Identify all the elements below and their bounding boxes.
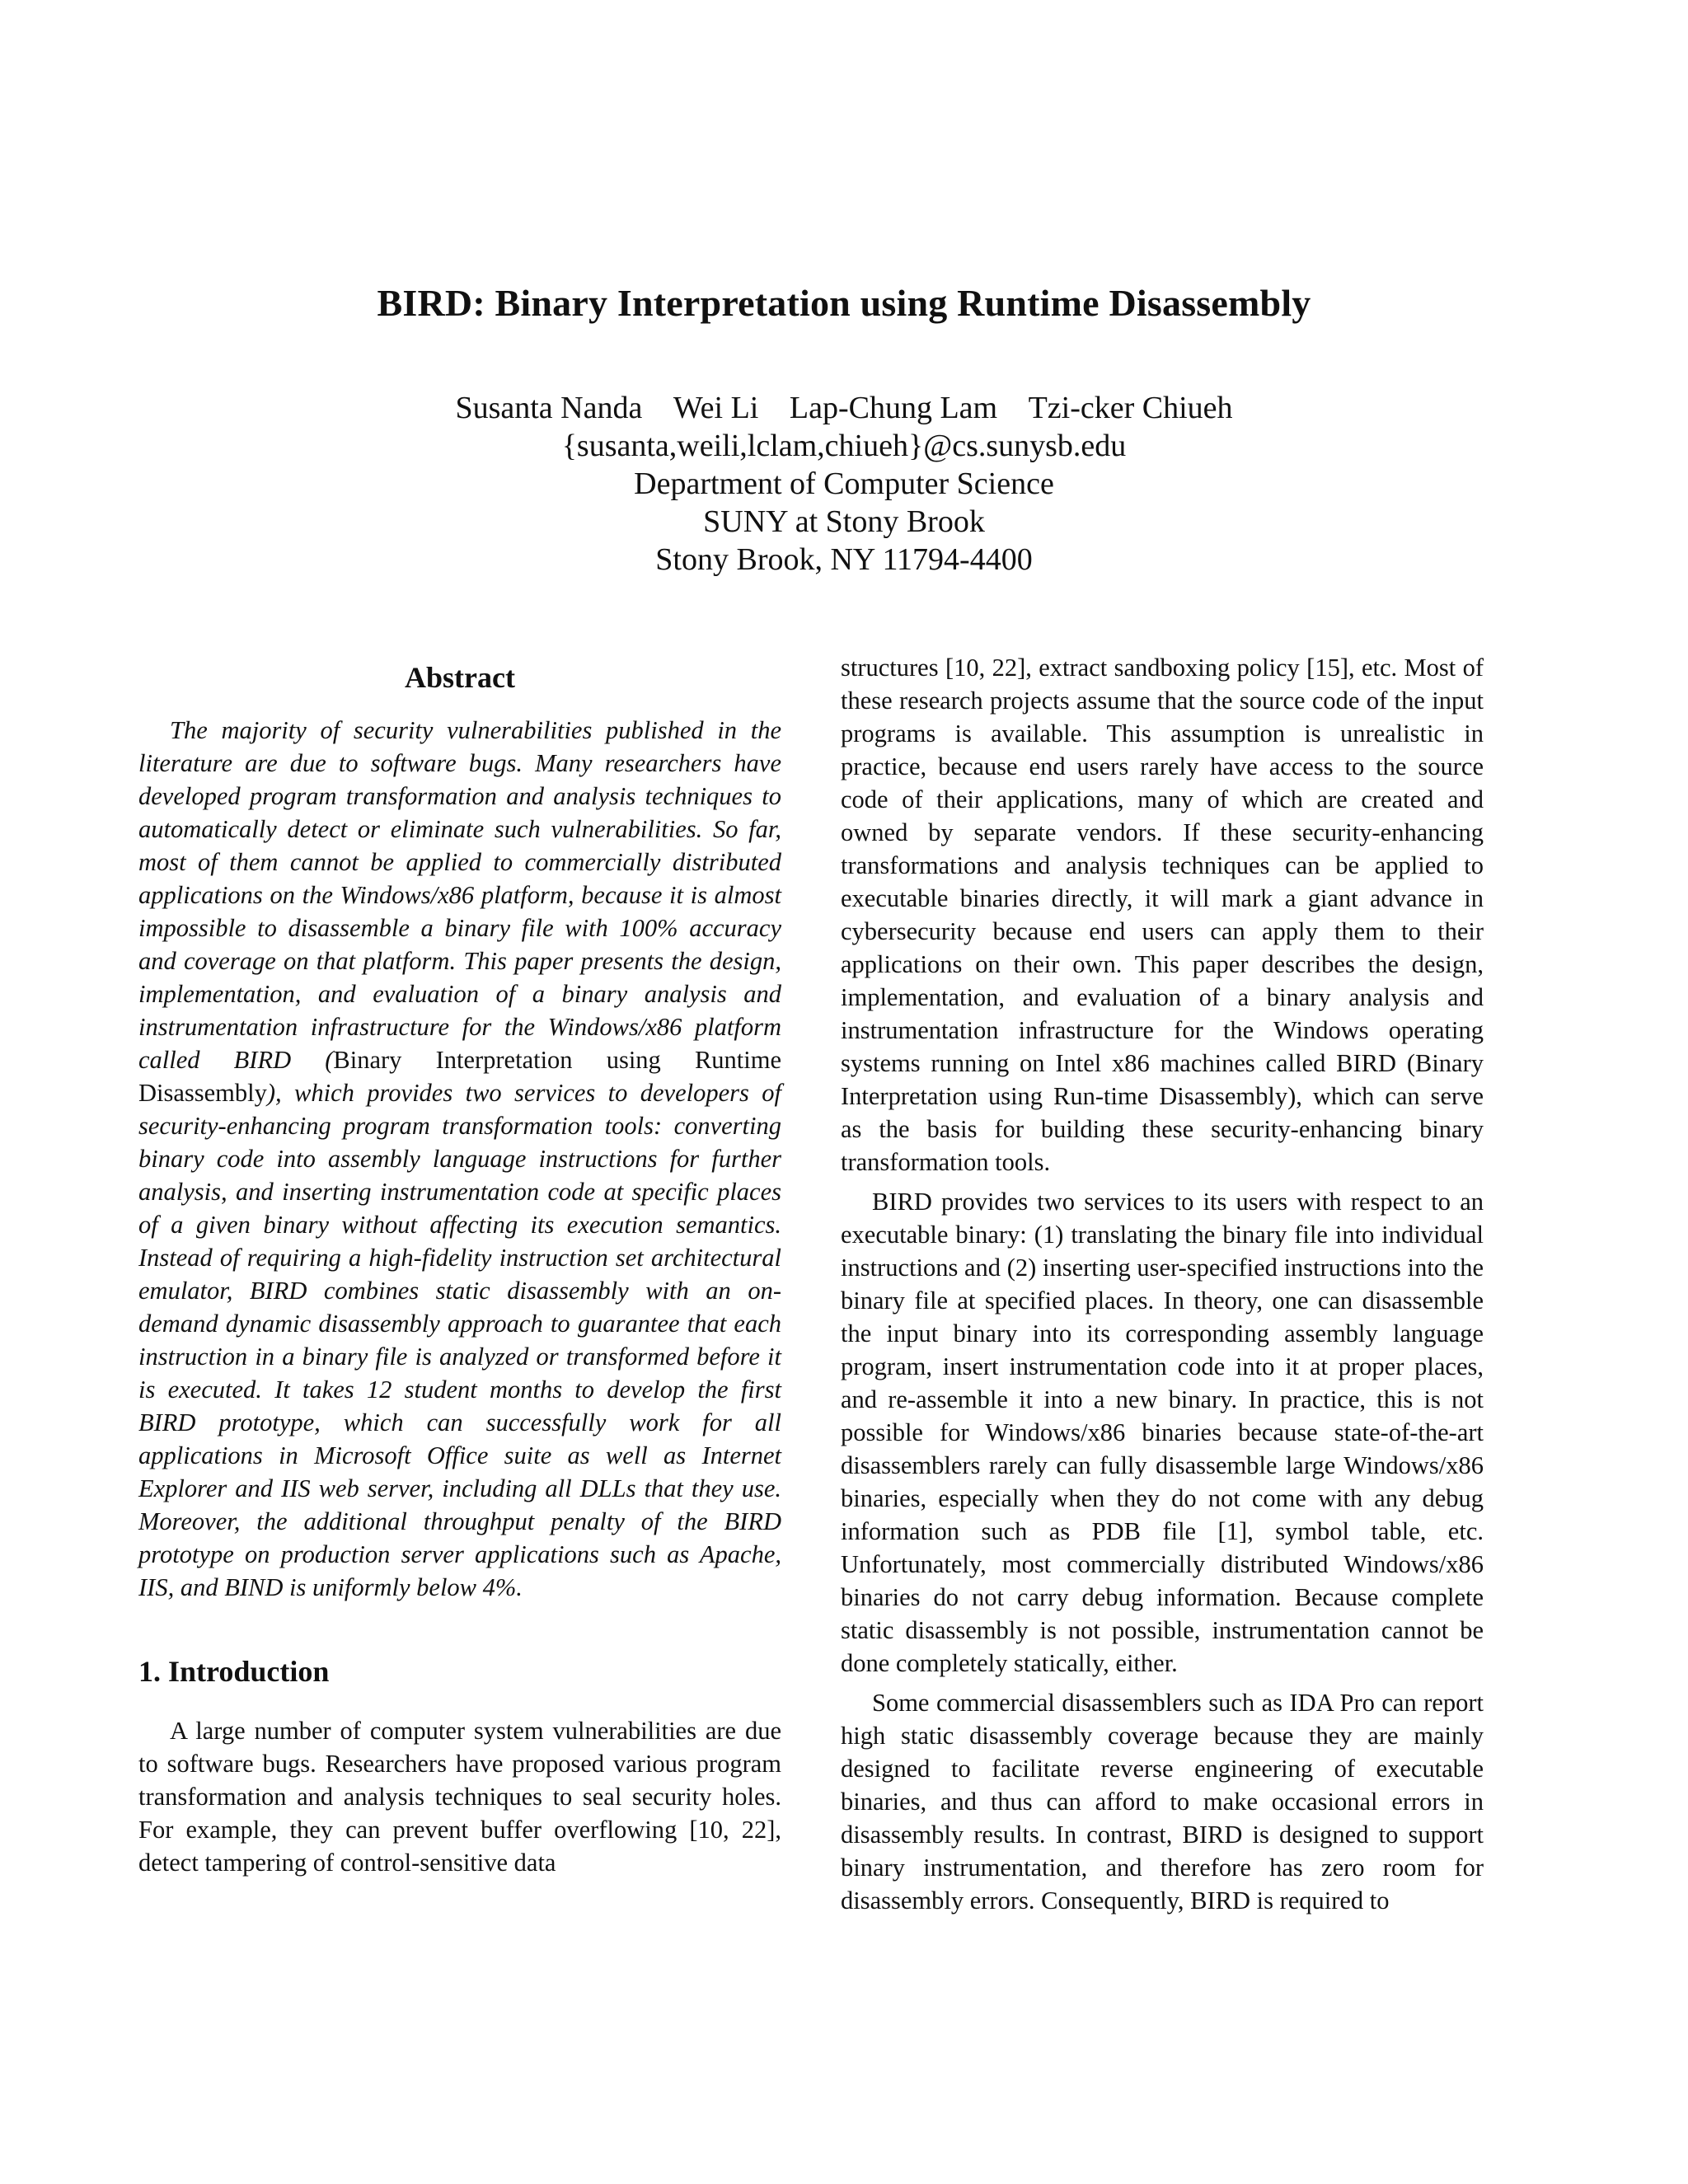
abstract-section [138, 659, 781, 1604]
abstract-text-after: ), which provides two services to developers of security-enhancing program transformation tools: converting binary code into assembly language instructions for further analysis, and inserting instrumentation code at specific places of a given binary without affecting its execution semantics. Instead of requiring a high-fidelity instruction set architectural emulator, BIRD combines static disassembly with an on-demand dynamic disassembly approach to guarantee that each instruction in a binary file is analyzed or transformed before it is executed. It takes 12 student months to develop the first BIRD prototype, which can successfully work for all applications in Microsoft Office suite as well as Internet Explorer and IIS web server, including all DLLs that they use. Moreover, the additional throughput penalty of the BIRD prototype on production server applications such as Apache, IIS, and BIND is uniformly below 4%. [138, 1079, 781, 1601]
paper-title: BIRD: Binary Interpretation using Runtime Disassembly [377, 282, 1311, 324]
abstract-text-roman: Binary Interpretation using Runtime Disassembly [138, 1046, 781, 1107]
abstract-heading: Abstract [405, 661, 515, 694]
author-block [0, 389, 1688, 579]
introduction-paragraph: structures [10, 22], extract sandboxing policy [15], etc. Most of these research projects assume that the source code of the input programs is available. This assumption is unrealistic in practice, because end users rarely have access to the source code of their applications, many of which are created and owned by separate vendors. If these security-enhancing transformations and analysis techniques can be applied to executable binaries directly, it will mark a giant advance in cybersecurity because end users can apply them to their applications on their own. This paper describes the design, implementation, and evaluation of a binary analysis and instrumentation infrastructure for the Windows operating systems running on Intel x86 machines called BIRD (Binary Interpretation using Run-time Disassembly), which can serve as the basis for building these security-enhancing binary transformation tools. [841, 654, 1484, 1176]
right-column [841, 651, 1484, 1917]
author-institution: SUNY at Stony Brook [703, 504, 985, 539]
author-name: Wei Li [673, 391, 759, 425]
introduction-heading: 1. Introduction [138, 1655, 330, 1688]
left-column [138, 651, 781, 1879]
author-name: Tzi-cker Chiueh [1028, 391, 1233, 425]
introduction-paragraph: Some commercial disassemblers such as IDA Pro can report high static disassembly coverage because they are mainly designed to facilitate reverse engineering of executable binaries, and thus can afford to make occasional errors in disassembly results. In contrast, BIRD is designed to support binary instrumentation, and therefore has zero room for disassembly errors. Consequently, BIRD is required to [841, 1689, 1484, 1915]
abstract-text-before: The majority of security vulnerabilities published in the literature are due to software bugs. Many researchers have developed program transformation and analysis techniques to automatically detect or eliminate such vulnerabilities. So far, most of them cannot be applied to commercially distributed applications on the Windows/x86 platform, because it is almost impossible to disassemble a binary file with 100% accuracy and coverage on that platform. This paper presents the design, implementation, and evaluation of a binary analysis and instrumentation infrastructure for the Windows/x86 platform called BIRD ( [138, 716, 781, 1074]
author-name: Susanta Nanda [455, 391, 643, 425]
abstract-paragraph [138, 714, 781, 1604]
author-department: Department of Computer Science [634, 466, 1054, 501]
introduction-paragraph: A large number of computer system vulnerabilities are due to software bugs. Researchers have proposed various program transformation and analysis techniques to seal security holes. For example, they can prevent buffer overflowing [10, 22], detect tampering of control-sensitive data [138, 1717, 781, 1877]
author-address: Stony Brook, NY 11794-4400 [655, 542, 1033, 577]
author-names [0, 389, 1688, 427]
author-name: Lap-Chung Lam [789, 391, 998, 425]
introduction-paragraph: BIRD provides two services to its users with respect to an executable binary: (1) translating the binary file into individual instructions and (2) inserting user-specified instructions into the binary file at specified places. In theory, one can disassemble the input binary into its corresponding assembly language program, insert instrumentation code into it at proper places, and re-assemble it into a new binary. In practice, this is not possible for Windows/x86 binaries because state-of-the-art disassemblers rarely can fully disassemble large Windows/x86 binaries, especially when they do not come with any debug information such as PDB file [1], symbol table, etc. Unfortunately, most commercially distributed Windows/x86 binaries do not carry debug information. Because complete static disassembly is not possible, instrumentation cannot be done completely statically, either. [841, 1188, 1484, 1677]
author-email: {susanta,weili,lclam,chiueh}@cs.sunysb.edu [561, 429, 1127, 463]
